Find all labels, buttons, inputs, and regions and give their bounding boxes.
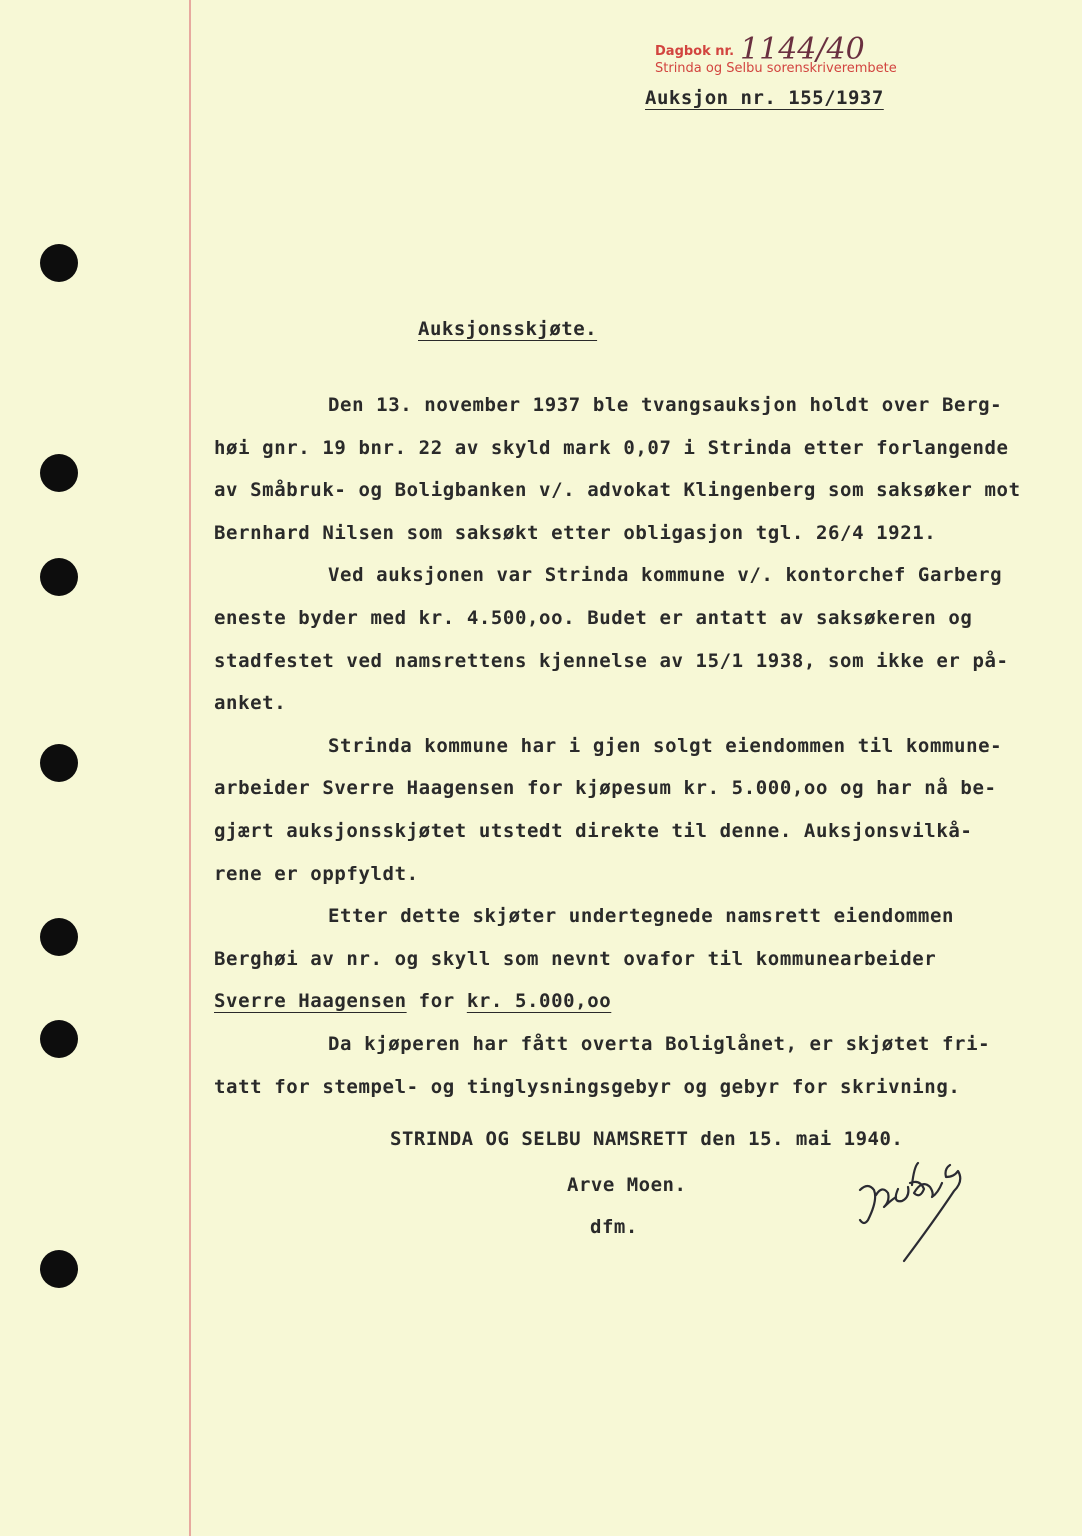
stamp-prefix: Dagbok nr. — [655, 44, 735, 59]
body-line: Ved auksjonen var Strinda kommune v/. kontorchef Garberg — [328, 564, 1003, 587]
body-line: Da kjøperen har fått overta Boliglånet, er skjøtet fri- — [328, 1032, 991, 1055]
body-line: anket. — [214, 692, 287, 715]
document-body — [214, 384, 1074, 1108]
body-line: rene er oppfyldt. — [214, 862, 419, 885]
margin-line — [189, 0, 191, 1536]
body-line: stadfestet ved namsrettens kjennelse av 15/1 1938, som ikke er på- — [214, 649, 1009, 672]
stamp-number: 1144/40 — [740, 32, 865, 67]
court-signoff: STRINDA OG SELBU NAMSRETT den 15. mai 1940. — [390, 1128, 904, 1150]
body-line: arbeider Sverre Haagensen for kjøpesum kr. 5.000,oo og har nå be- — [214, 777, 997, 800]
registry-stamp — [655, 28, 897, 76]
punch-hole-icon — [40, 744, 78, 782]
punch-hole-icon — [40, 1020, 78, 1058]
document-title: Auksjonsskjøte. — [418, 318, 598, 340]
body-line: Etter dette skjøter undertegnede namsrett eiendommen — [328, 905, 955, 928]
case-reference: Auksjon nr. 155/1937 — [645, 87, 884, 109]
punch-hole-icon — [40, 918, 78, 956]
signer-name: Arve Moen. — [567, 1174, 687, 1196]
punch-hole-icon — [40, 1250, 78, 1288]
body-line — [214, 980, 1074, 1023]
signer-title: dfm. — [590, 1216, 638, 1238]
body-line: gjært auksjonsskjøtet utstedt direkte til denne. Auksjonsvilkå- — [214, 819, 973, 842]
stamp-office: Strinda og Selbu sorenskriverembete — [655, 61, 897, 76]
handwritten-signature-icon — [850, 1145, 990, 1265]
body-text: for — [406, 990, 467, 1013]
body-line: Bernhard Nilsen som saksøkt etter obligasjon tgl. 26/4 1921. — [214, 521, 937, 544]
punch-hole-icon — [40, 558, 78, 596]
body-line: eneste byder med kr. 4.500,oo. Budet er antatt av saksøkeren og — [214, 606, 973, 629]
punch-hole-icon — [40, 454, 78, 492]
body-line: Berghøi av nr. og skyll som nevnt ovafor til kommunearbeider — [214, 947, 937, 970]
body-line: høi gnr. 19 bnr. 22 av skyld mark 0,07 i Strinda etter forlangende — [214, 436, 1009, 459]
body-line: tatt for stempel- og tinglysningsgebyr og gebyr for skrivning. — [214, 1075, 961, 1098]
punch-hole-icon — [40, 244, 78, 282]
buyer-name: Sverre Haagensen — [214, 990, 407, 1013]
body-line: Strinda kommune har i gjen solgt eiendommen til kommune- — [328, 734, 1003, 757]
purchase-amount: kr. 5.000,oo — [466, 990, 612, 1013]
body-line: av Småbruk- og Boligbanken v/. advokat Klingenberg som saksøker mot — [214, 479, 1021, 502]
body-line: Den 13. november 1937 ble tvangsauksjon holdt over Berg- — [328, 394, 1003, 416]
